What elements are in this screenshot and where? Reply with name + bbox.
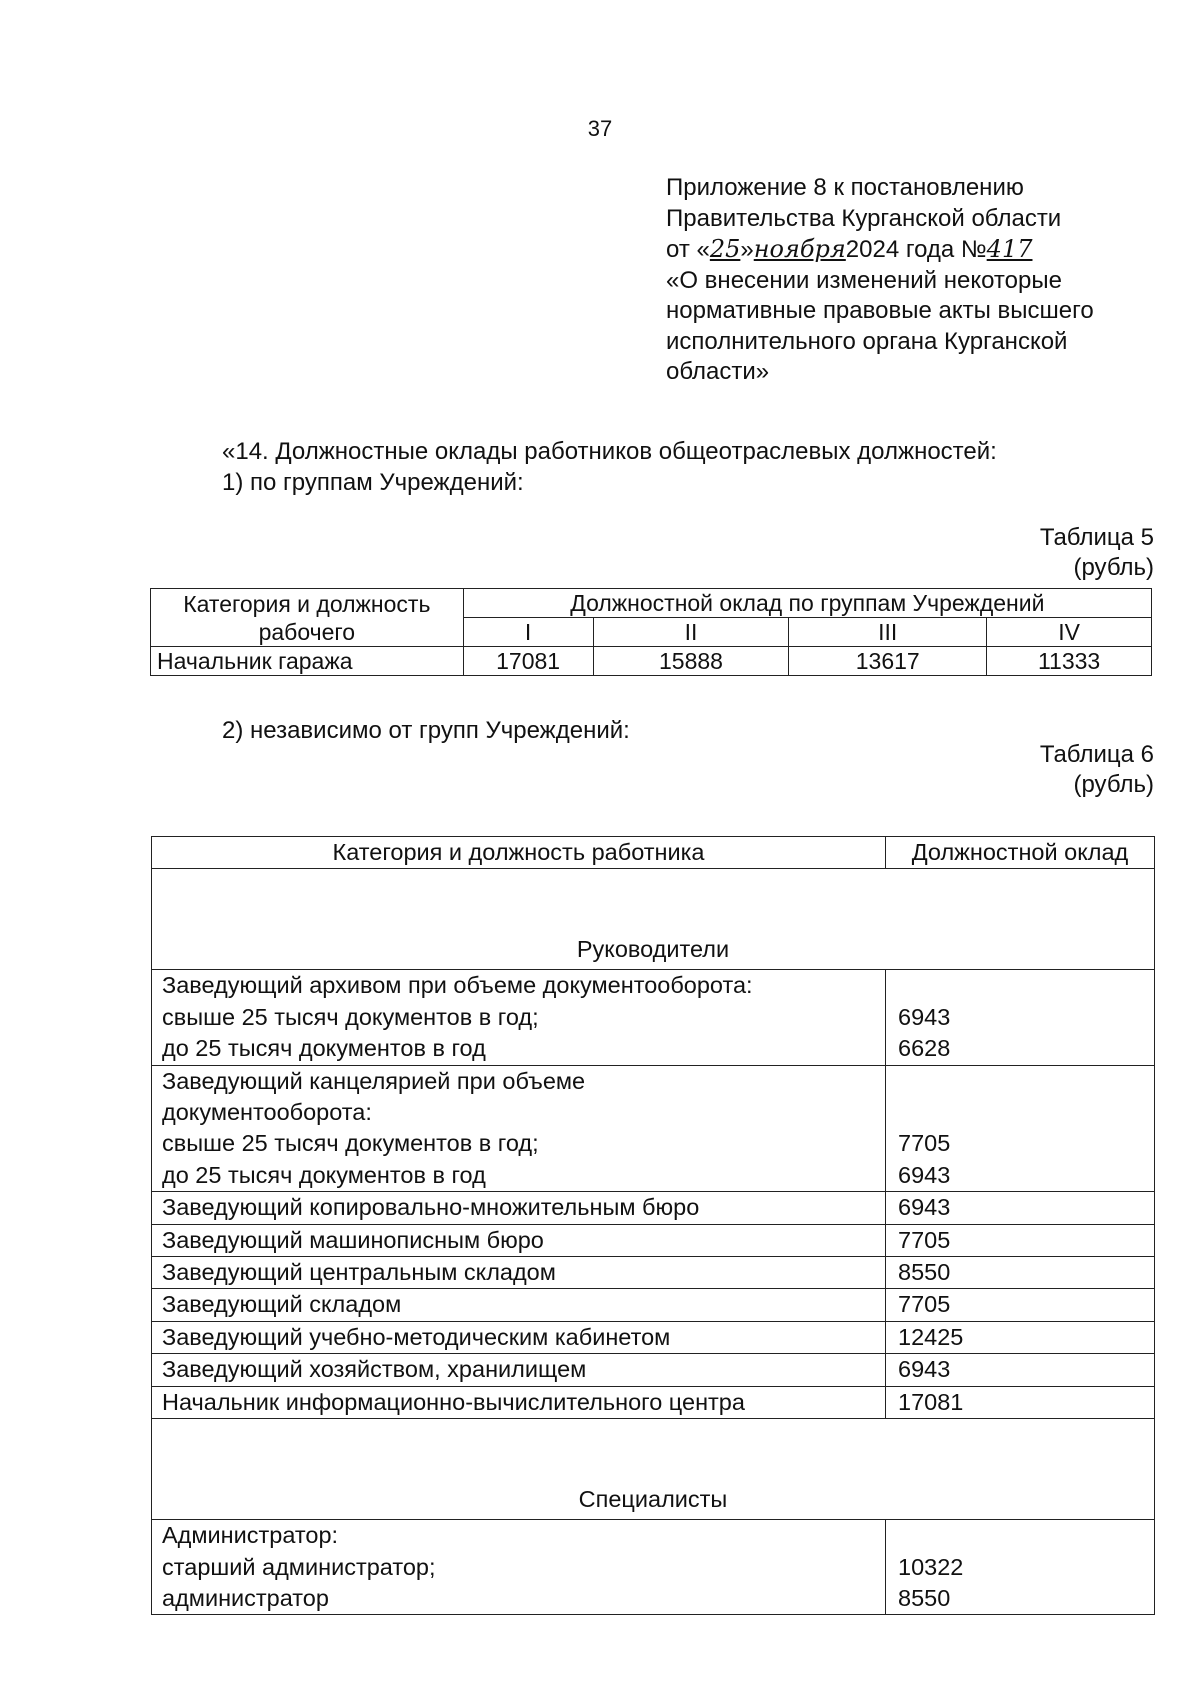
table5-col-header: Категория и должность рабочего [151, 589, 464, 647]
position-line: администратор [162, 1584, 329, 1611]
position-line: Заведующий центральным складом [162, 1259, 556, 1286]
position-line: до 25 тысяч документов в год [162, 1035, 486, 1062]
position-cell [152, 1354, 886, 1386]
position-cell [152, 1386, 886, 1418]
date-mid: » [740, 236, 754, 263]
subsection-1: 1) по группам Учреждений: [222, 469, 524, 496]
salary-value: 10322 [898, 1553, 964, 1580]
salary-value [898, 970, 1144, 1001]
position-cell [152, 970, 886, 1065]
position-cell [152, 1257, 886, 1289]
table5-group-label: IV [987, 618, 1152, 647]
table5-group-header: Должностной оклад по группам Учреждений [463, 589, 1151, 618]
salary-value: 8550 [898, 1259, 951, 1286]
salary-value: 17081 [898, 1388, 964, 1415]
appendix-date-line [666, 234, 1166, 266]
table-row [151, 647, 1152, 676]
table-row [152, 1289, 1155, 1321]
position-cell [152, 1224, 886, 1256]
position-cell [152, 1520, 886, 1615]
table-row [152, 1192, 1155, 1224]
salary-value: 6628 [898, 1035, 951, 1062]
appendix-header [666, 173, 1166, 388]
table-row [152, 970, 1155, 1065]
appendix-title-line: «О внесении изменений некоторые [666, 266, 1062, 294]
table5-cell: 15888 [593, 647, 789, 676]
salary-cell [886, 1224, 1155, 1256]
position-line: свыше 25 тысяч документов в год; [162, 1130, 539, 1157]
salary-cell [886, 1386, 1155, 1418]
table5-row-name: Начальник гаража [151, 647, 464, 676]
table5-cell: 13617 [789, 647, 987, 676]
position-line: Начальник информационно-вычислительного центра [162, 1388, 745, 1415]
table5-cell: 17081 [463, 647, 593, 676]
position-cell [152, 1289, 886, 1321]
section-specialists: Специалисты [152, 1419, 1155, 1520]
table-row [152, 1257, 1155, 1289]
salary-value: 6943 [898, 1356, 951, 1383]
table-row [152, 1224, 1155, 1256]
salary-cell [886, 970, 1155, 1065]
table5-group-label: I [463, 618, 593, 647]
appendix-title-line: нормативные правовые акты высшего [666, 297, 1094, 324]
salary-value: 12425 [898, 1323, 964, 1350]
table6-caption [1040, 740, 1154, 800]
salary-value: 6943 [898, 1161, 951, 1188]
handwritten-doc-number: 417 [986, 235, 1033, 263]
table6-header-salary: Должностной оклад [886, 837, 1155, 869]
table6-header-position: Категория и должность работника [152, 837, 886, 869]
table-row [152, 1386, 1155, 1418]
table-row [152, 1065, 1155, 1192]
table-row [152, 1321, 1155, 1353]
salary-cell [886, 1289, 1155, 1321]
table-row [152, 1520, 1155, 1615]
section-managers: Руководители [152, 869, 1155, 970]
table-row [152, 1354, 1155, 1386]
position-line: Заведующий канцелярией при объеме [162, 1067, 586, 1094]
salary-value: 8550 [898, 1584, 951, 1611]
table5-title: Таблица 5 [1039, 524, 1154, 551]
salary-cell [886, 1257, 1155, 1289]
intro-block [222, 436, 997, 498]
position-line: Заведующий учебно-методическим кабинетом [162, 1323, 671, 1350]
subsection-2: 2) независимо от групп Учреждений: [222, 717, 630, 744]
salary-cell [886, 1520, 1155, 1615]
salary-cell [886, 1321, 1155, 1353]
salary-value [898, 1520, 1144, 1551]
table-5 [150, 588, 1152, 676]
salary-value: 6943 [898, 1003, 951, 1030]
salary-value: 7705 [898, 1130, 951, 1157]
salary-value: 7705 [898, 1226, 951, 1253]
table5-group-label: III [789, 618, 987, 647]
position-cell [152, 1192, 886, 1224]
position-cell [152, 1065, 886, 1192]
table-6 [151, 836, 1155, 1615]
position-line: свыше 25 тысяч документов в год; [162, 1003, 539, 1030]
appendix-line-1: Приложение 8 к постановлению [666, 174, 1024, 201]
salary-value [898, 1097, 1144, 1128]
date-year: 2024 года № [845, 236, 987, 263]
section-heading: «14. Должностные оклады работников общеотраслевых должностей: [222, 438, 997, 465]
salary-cell [886, 1354, 1155, 1386]
position-line: Заведующий копировально-множительным бюро [162, 1194, 700, 1221]
appendix-line-2: Правительства Курганской области [666, 204, 1062, 232]
appendix-title-line: области» [666, 358, 770, 385]
table5-cell: 11333 [987, 647, 1152, 676]
handwritten-month: ноября [753, 235, 846, 263]
table6-unit: (рубль) [1073, 771, 1154, 798]
position-line: Заведующий хозяйством, хранилищем [162, 1356, 587, 1383]
salary-value: 6943 [898, 1194, 951, 1221]
position-line: до 25 тысяч документов в год [162, 1161, 486, 1188]
salary-cell [886, 1065, 1155, 1192]
position-cell [152, 1321, 886, 1353]
handwritten-day: 25 [709, 235, 741, 263]
date-prefix: от « [666, 236, 710, 263]
table5-group-label: II [593, 618, 789, 647]
position-line: Заведующий архивом при объеме документооборота: [162, 972, 753, 999]
salary-value: 7705 [898, 1291, 951, 1318]
salary-value [898, 1066, 1144, 1097]
table5-caption [1040, 523, 1154, 583]
page-number: 37 [587, 116, 613, 141]
appendix-title-line: исполнительного органа Курганской [666, 327, 1068, 355]
position-line: Заведующий машинописным бюро [162, 1226, 544, 1253]
position-line: старший администратор; [162, 1553, 436, 1580]
salary-cell [886, 1192, 1155, 1224]
position-line: документооборота: [162, 1099, 372, 1126]
position-line: Администратор: [162, 1522, 339, 1549]
position-line: Заведующий складом [162, 1291, 402, 1318]
table6-title: Таблица 6 [1039, 741, 1154, 768]
table5-unit: (рубль) [1073, 554, 1154, 581]
